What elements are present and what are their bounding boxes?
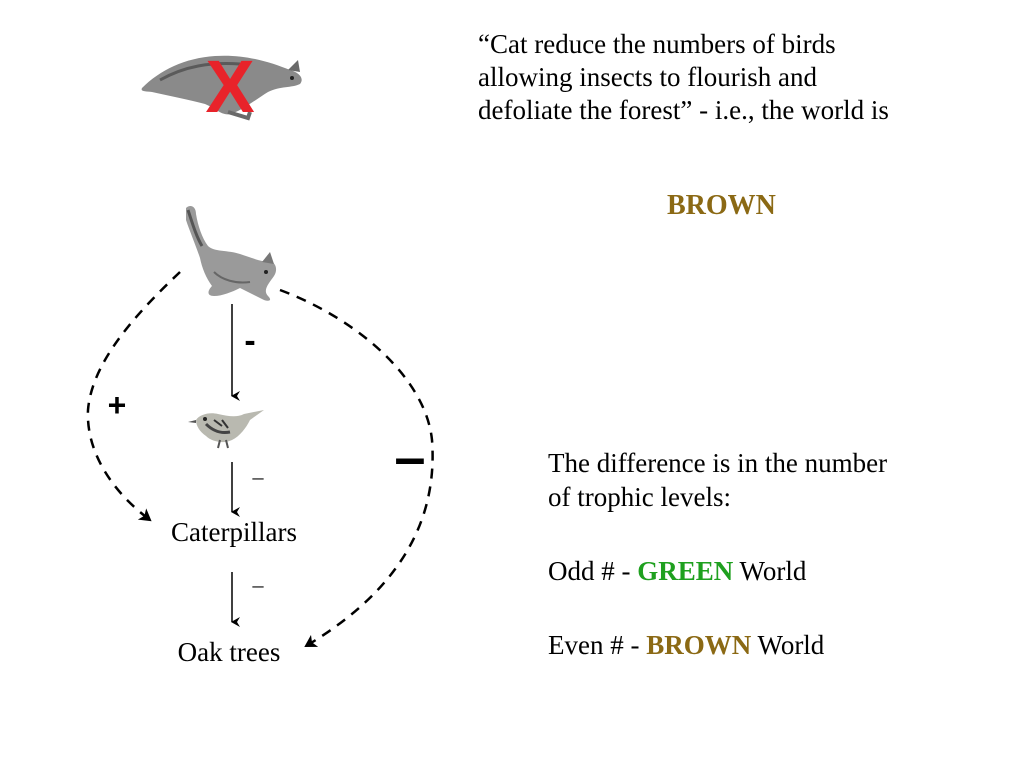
quote-line-1: “Cat reduce the numbers of birds [478, 29, 836, 59]
even-suffix: World [751, 630, 825, 660]
sign-caterpillars-oak: – [252, 572, 264, 597]
sign-cat-bird: - [244, 322, 256, 360]
brown-world-label: BROWN [667, 190, 776, 221]
difference-line-2: of trophic levels: [548, 482, 731, 512]
oak-trees-label: Oak trees [177, 637, 281, 667]
quote-line-3: defoliate the forest” - i.e., the world is [478, 95, 889, 125]
bird-icon [188, 410, 264, 448]
removed-x-mark: X [205, 45, 255, 128]
brown-label: BROWN [646, 630, 752, 660]
dashed-arrow-cat-to-caterpillars [88, 272, 180, 520]
difference-line-1: The difference is in the number [548, 448, 888, 478]
caterpillars-label: Caterpillars [171, 517, 297, 547]
cat-icon [186, 206, 276, 301]
odd-suffix: World [733, 556, 807, 586]
odd-prefix: Odd # - [548, 556, 638, 586]
even-prefix: Even # - [548, 630, 647, 660]
green-label: GREEN [637, 556, 734, 586]
quote-line-2: allowing insects to flourish and [478, 62, 817, 92]
sign-minus-big: – [394, 425, 426, 488]
sign-bird-caterpillars: – [252, 464, 264, 489]
sign-plus: + [107, 387, 127, 423]
